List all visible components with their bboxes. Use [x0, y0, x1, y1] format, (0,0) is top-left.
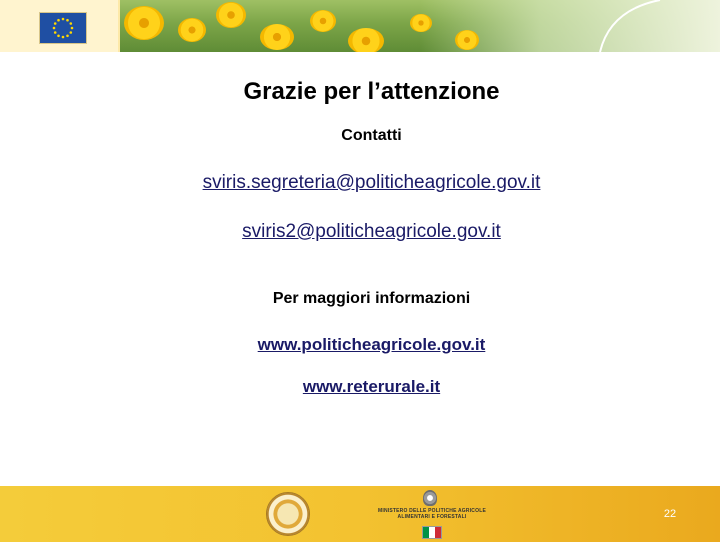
flower	[124, 6, 164, 40]
slide-title: Grazie per l’attenzione	[243, 78, 500, 105]
website-link-politicheagricole[interactable]: www.politicheagricole.gov.it	[257, 335, 486, 354]
flower	[260, 24, 294, 50]
email-link-segreteria[interactable]: sviris.segreteria@politicheagricole.gov.it	[202, 172, 541, 193]
ministry-logo	[377, 490, 487, 540]
website-link-reterurale[interactable]: www.reterurale.it	[302, 377, 441, 396]
flower	[310, 10, 336, 32]
page-number: 22	[663, 508, 677, 520]
flower	[410, 14, 432, 32]
email-link-sviris2[interactable]: sviris2@politicheagricole.gov.it	[242, 221, 501, 242]
contacts-heading: Contatti	[341, 127, 402, 144]
eu-flag-icon	[39, 12, 87, 44]
dandelion-meadow-photo	[120, 0, 720, 52]
ministry-name: MINISTERO DELLE POLITICHE AGRICOLE ALIMENTARI E FORESTALI	[377, 508, 486, 520]
decorative-arc	[590, 0, 720, 52]
italian-flag-icon	[422, 526, 442, 539]
flower	[216, 2, 246, 28]
flower	[348, 28, 384, 52]
flower	[178, 18, 206, 42]
italian-emblem-icon	[423, 490, 437, 506]
rete-rurale-seal-icon	[266, 492, 310, 536]
flower	[455, 30, 479, 50]
header-banner	[0, 0, 720, 52]
slide-content	[0, 52, 720, 484]
footer-bar	[0, 484, 720, 542]
more-info-heading: Per maggiori informazioni	[272, 290, 471, 307]
